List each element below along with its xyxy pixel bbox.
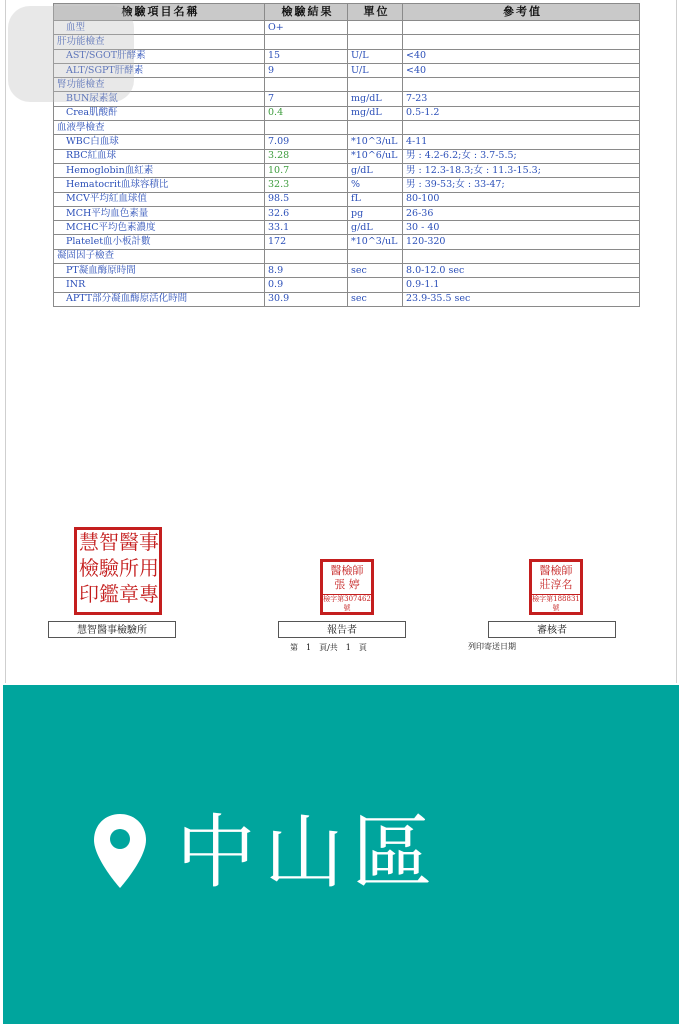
unit-cell (348, 35, 403, 49)
print-date-label: 列印寄送日期 (468, 642, 516, 651)
reference-cell: 26-36 (403, 206, 640, 220)
lab-report-document (5, 0, 677, 683)
table-row (54, 49, 640, 63)
item-name-cell: PT凝血酶原時間 (54, 264, 265, 278)
reference-cell: 30 - 40 (403, 221, 640, 235)
result-cell: 7 (265, 92, 348, 106)
item-name-cell: ALT/SGPT肝酵素 (54, 63, 265, 77)
result-cell: 30.9 (265, 292, 348, 306)
unit-cell: g/dL (348, 163, 403, 177)
unit-cell: g/dL (348, 221, 403, 235)
unit-cell: sec (348, 264, 403, 278)
reference-cell: 0.5-1.2 (403, 106, 640, 120)
item-name-cell: 凝固因子檢查 (54, 249, 265, 263)
item-name-cell: BUN尿素氮 (54, 92, 265, 106)
lab-seal-character: 鑑 (99, 582, 119, 606)
reference-cell: 男 : 39-53;女 : 33-47; (403, 178, 640, 192)
reporter-seal-title: 醫檢師 (330, 564, 364, 577)
reporter-label: 報告者 (278, 621, 406, 638)
result-cell: 3.28 (265, 149, 348, 163)
header-unit: 單位 (348, 4, 403, 21)
table-row (54, 264, 640, 278)
reviewer-seal-title: 醫檢師 (539, 564, 573, 577)
item-name-cell: 肝功能檢查 (54, 35, 265, 49)
page-number: 第 1 頁/共 1 頁 (290, 643, 367, 652)
reviewer-seal-stamp (529, 559, 583, 615)
lab-seal-character: 醫 (119, 530, 139, 554)
reporter-seal-name: 張 婷 (334, 578, 360, 591)
table-row (54, 163, 640, 177)
reference-cell: 80-100 (403, 192, 640, 206)
lab-seal-character: 檢 (79, 556, 99, 580)
table-row (54, 63, 640, 77)
table-header-row (54, 4, 640, 21)
table-row (54, 21, 640, 35)
result-cell: 33.1 (265, 221, 348, 235)
table-row (54, 249, 640, 263)
result-cell: 7.09 (265, 135, 348, 149)
header-item: 檢驗項目名稱 (54, 4, 265, 21)
item-name-cell: Hematocrit血球容積比 (54, 178, 265, 192)
result-cell: 98.5 (265, 192, 348, 206)
table-row (54, 221, 640, 235)
item-name-cell: Crea肌酸酐 (54, 106, 265, 120)
unit-cell: U/L (348, 63, 403, 77)
unit-cell: *10^3/uL (348, 235, 403, 249)
table-row (54, 78, 640, 92)
table-row (54, 206, 640, 220)
result-cell (265, 249, 348, 263)
reference-cell (403, 35, 640, 49)
result-cell: 0.4 (265, 106, 348, 120)
item-name-cell: RBC紅血球 (54, 149, 265, 163)
result-cell: 32.3 (265, 178, 348, 192)
lab-seal-character: 用 (139, 556, 159, 580)
reference-cell: 男 : 4.2-6.2;女 : 3.7-5.5; (403, 149, 640, 163)
reference-cell: 23.9-35.5 sec (403, 292, 640, 306)
result-cell: 0.9 (265, 278, 348, 292)
table-row (54, 292, 640, 306)
unit-cell (348, 249, 403, 263)
item-name-cell: Platelet血小板計數 (54, 235, 265, 249)
lab-seal-character: 驗 (99, 556, 119, 580)
result-cell: 10.7 (265, 163, 348, 177)
table-row (54, 106, 640, 120)
lab-name-label: 慧智醫事檢驗所 (48, 621, 176, 638)
reference-cell (403, 78, 640, 92)
table-row (54, 35, 640, 49)
unit-cell (348, 78, 403, 92)
reference-cell (403, 249, 640, 263)
table-row (54, 278, 640, 292)
table-row (54, 178, 640, 192)
item-name-cell: AST/SGOT肝酵素 (54, 49, 265, 63)
item-name-cell: Hemoglobin血紅素 (54, 163, 265, 177)
result-cell: O+ (265, 21, 348, 35)
unit-cell: *10^6/uL (348, 149, 403, 163)
result-cell: 172 (265, 235, 348, 249)
item-name-cell: WBC白血球 (54, 135, 265, 149)
reference-cell: 4-11 (403, 135, 640, 149)
result-cell (265, 78, 348, 92)
lab-seal-character: 智 (99, 530, 119, 554)
result-cell (265, 121, 348, 135)
unit-cell: mg/dL (348, 92, 403, 106)
result-cell (265, 35, 348, 49)
lab-seal-character: 專 (139, 582, 159, 606)
reviewer-seal-license: 檢字第188831號 (532, 595, 580, 612)
reporter-seal-license: 檢字第307462號 (323, 595, 371, 612)
result-cell: 15 (265, 49, 348, 63)
item-name-cell: APTT部分凝血酶原活化時間 (54, 292, 265, 306)
unit-cell: U/L (348, 49, 403, 63)
table-row (54, 149, 640, 163)
lab-seal-character: 印 (79, 582, 99, 606)
unit-cell (348, 121, 403, 135)
reference-cell: 120-320 (403, 235, 640, 249)
lab-seal-stamp (74, 527, 162, 615)
result-cell: 9 (265, 63, 348, 77)
reference-cell: 7-23 (403, 92, 640, 106)
item-name-cell: 血液學檢查 (54, 121, 265, 135)
lab-seal-character: 事 (139, 530, 159, 554)
item-name-cell: MCHC平均色素濃度 (54, 221, 265, 235)
lab-results-table (53, 3, 640, 307)
reporter-seal-stamp (320, 559, 374, 615)
unit-cell: pg (348, 206, 403, 220)
reference-cell: <40 (403, 49, 640, 63)
lab-seal-character: 所 (119, 556, 139, 580)
unit-cell (348, 278, 403, 292)
table-row (54, 135, 640, 149)
unit-cell: sec (348, 292, 403, 306)
reviewer-label: 審核者 (488, 621, 616, 638)
item-name-cell: 血型 (54, 21, 265, 35)
item-name-cell: 腎功能檢查 (54, 78, 265, 92)
header-reference: 參考值 (403, 4, 640, 21)
table-row (54, 192, 640, 206)
result-cell: 32.6 (265, 206, 348, 220)
table-row (54, 121, 640, 135)
result-cell: 8.9 (265, 264, 348, 278)
reference-cell (403, 21, 640, 35)
table-row (54, 92, 640, 106)
reference-cell (403, 121, 640, 135)
reference-cell: 8.0-12.0 sec (403, 264, 640, 278)
district-name: 中山區 (176, 806, 440, 899)
unit-cell (348, 21, 403, 35)
overlay-corner-button[interactable] (8, 6, 134, 102)
lab-seal-character: 章 (119, 582, 139, 606)
lab-seal-character: 慧 (79, 530, 99, 554)
location-pin-icon (92, 812, 148, 890)
unit-cell: fL (348, 192, 403, 206)
reference-cell: <40 (403, 63, 640, 77)
item-name-cell: INR (54, 278, 265, 292)
table-row (54, 235, 640, 249)
reviewer-seal-name: 莊淳名 (539, 578, 573, 591)
item-name-cell: MCH平均血色素量 (54, 206, 265, 220)
item-name-cell: MCV平均紅血球值 (54, 192, 265, 206)
reference-cell: 男 : 12.3-18.3;女 : 11.3-15.3; (403, 163, 640, 177)
unit-cell: *10^3/uL (348, 135, 403, 149)
header-result: 檢驗結果 (265, 4, 348, 21)
reference-cell: 0.9-1.1 (403, 278, 640, 292)
unit-cell: % (348, 178, 403, 192)
unit-cell: mg/dL (348, 106, 403, 120)
